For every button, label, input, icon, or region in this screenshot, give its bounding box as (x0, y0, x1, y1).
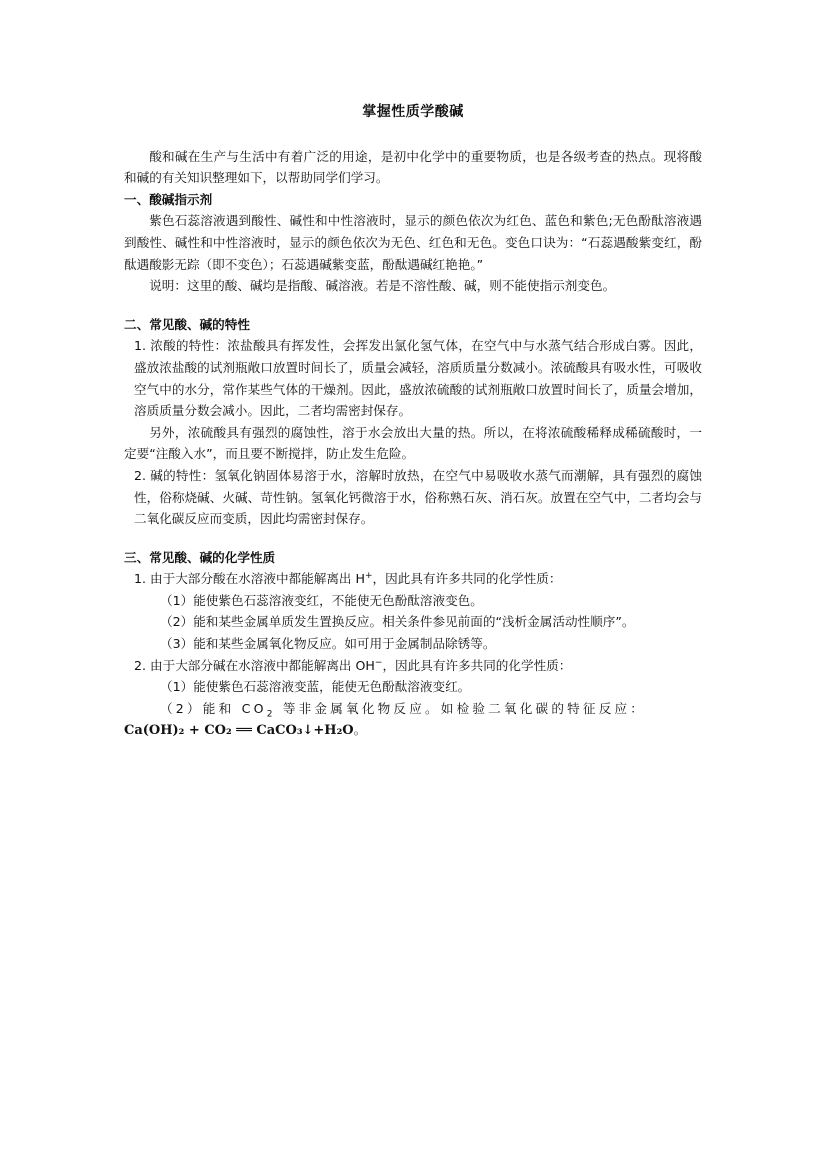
base-chem-point-2: （2）能和 $CO_2$ 等非金属氧化物反应。如检验二氧化碳的特征反应： (160, 700, 647, 720)
acid-chem-point-2: （2）能和某些金属单质发生置换反应。相关条件参见前面的“浅析金属活动性顺序”。 (160, 614, 635, 630)
acid-chem-point-1: （1）能使紫色石蕊溶液变红，不能使无色酚酞溶液变色。 (160, 592, 483, 608)
acid-chem-point-3: （3）能和某些金属氧化物反应。如可用于金属制品除锈等。 (160, 636, 496, 652)
document-body (124, 102, 702, 742)
section-heading-1: 一、酸碱指示剂 (124, 191, 213, 207)
section-heading-3: 三、常见酸、碱的化学性质 (124, 549, 276, 565)
acid-chem-item: 1. 由于大部分酸在水溶液中都能解离出 H+，因此具有许多共同的化学性质： (134, 571, 562, 587)
reaction-formula: Ca(OH)₂ + CO₂ ══ CaCO₃↓+H₂O。 (124, 722, 367, 739)
page-title: 掌握性质学酸碱 (362, 104, 464, 120)
acid-property-note: 另外，浓硫酸具有强烈的腐蚀性，溶于水会放出大量的热。所以，在将浓硫酸稀释成稀硫酸时，一定要“注酸入水”，而且要不断搅拌，防止发生危险。 (124, 424, 702, 462)
base-property-item: 2. 碱的特性：氢氧化钠固体易溶于水，溶解时放热，在空气中易吸收水蒸气而潮解，具有强烈的腐蚀性，俗称烧碱、火碱、苛性钠。氢氧化钙微溶于水，俗称熟石灰、消石灰。放置在空气中，二者均会与二氧化碳反应而变质，因此均需密封保存。 (134, 467, 702, 527)
indicator-paragraph: 紫色石蕊溶液遇到酸性、碱性和中性溶液时，显示的颜色依次为红色、蓝色和紫色;无色酚酞溶液遇到酸性、碱性和中性溶液时，显示的颜色依次为无色、红色和无色。变色口诀为：“石蕊遇酸紫变红，酚酞遇酸影无踪（即不变色）；石蕊遇碱紫变蓝，酚酞遇碱红艳艳。” (124, 213, 702, 272)
intro-paragraph: 酸和碱在生产与生活中有着广泛的用途，是初中化学中的重要物质，也是各级考查的热点。现将酸和碱的有关知识整理如下，以帮助同学们学习。 (124, 148, 702, 186)
acid-property-item: 1. 浓酸的特性：浓盐酸具有挥发性，会挥发出氯化氢气体，在空气中与水蒸气结合形成白雾。因此，盛放浓盐酸的试剂瓶敞口放置时间长了，质量会减轻，溶质质量分数减小。浓硫酸具有吸水性，可吸收空气中的水分，常作某些气体的干燥剂。因此，盛放浓硫酸的试剂瓶敞口放置时间长了，质量会增加，溶质质量分数会减小。因此，二者均需密封保存。 (134, 338, 702, 419)
section-heading-2: 二、常见酸、碱的特性 (124, 316, 250, 332)
indicator-note: 说明：这里的酸、碱均是指酸、碱溶液。若是不溶性酸、碱，则不能使指示剂变色。 (149, 278, 616, 294)
base-chem-item: 2. 由于大部分碱在水溶液中都能解离出 OH−，因此具有许多共同的化学性质： (134, 657, 572, 673)
spacer (124, 297, 702, 314)
spacer (124, 530, 702, 547)
base-chem-point-1: （1）能使紫色石蕊溶液变蓝，能使无色酚酞溶液变红。 (160, 679, 471, 695)
